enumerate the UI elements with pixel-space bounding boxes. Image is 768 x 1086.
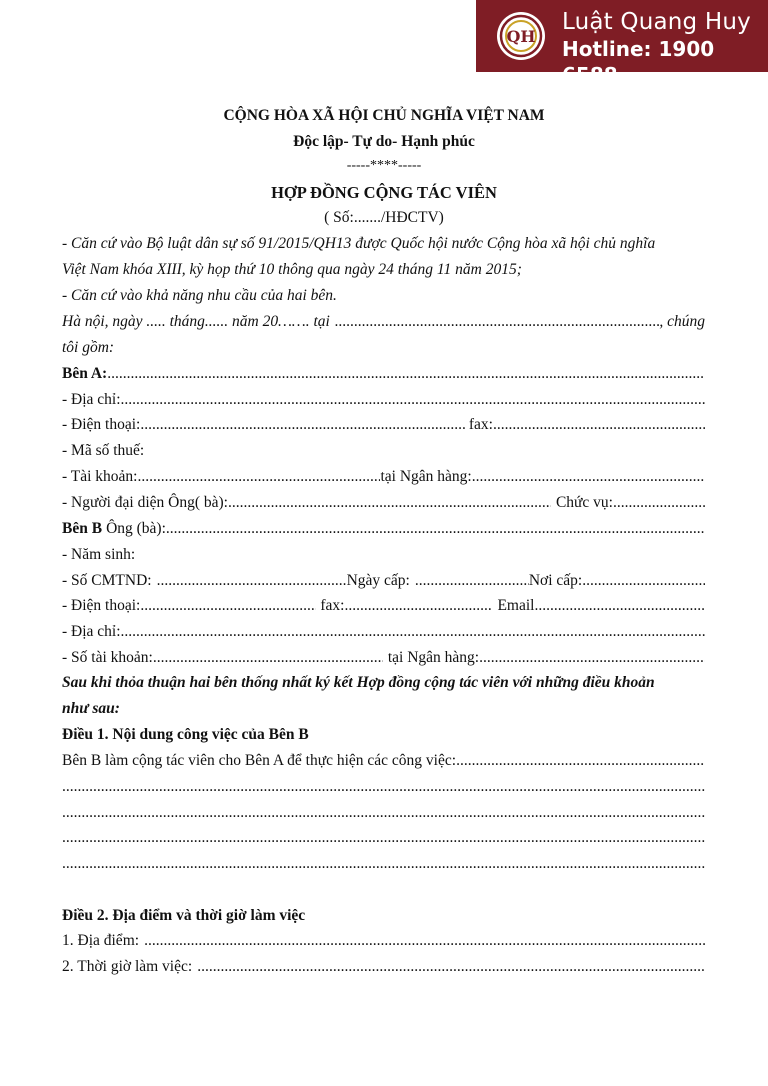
party-a-address-blank[interactable] (121, 387, 705, 413)
party-a-tax-code-label: - Mã số thuế: (62, 442, 145, 459)
party-b-heading: Bên B (62, 520, 103, 537)
national-title: CỘNG HÒA XÃ HỘI CHỦ NGHĨA VIỆT NAM (223, 107, 545, 124)
place-date-suffix: , chúng (659, 313, 705, 330)
party-a-address-label: - Địa chỉ: (62, 391, 121, 408)
party-b-account-row (62, 645, 705, 671)
party-a-name-row (62, 361, 705, 387)
party-b-account-blank[interactable] (153, 645, 383, 671)
legal-basis-1-line-1: - Căn cứ vào Bộ luật dân sự số 91/2015/QH13 được Quốc hội nước Cộng hòa xã hội chủ nghĩa (62, 235, 656, 252)
party-a-bank-label: tại Ngân hàng: (380, 468, 472, 485)
article-1-heading: Điều 1. Nội dung công việc của Bên B (62, 726, 309, 743)
article-2-hours-blank[interactable] (197, 954, 705, 980)
contract-number: ( Số:......./HĐCTV) (324, 209, 444, 226)
article-1-text: Bên B làm cộng tác viên cho Bên A để thực hiện các công việc: (62, 752, 457, 769)
party-b-id-row (62, 568, 705, 594)
article-2-hours-label: 2. Thời giờ làm việc: (62, 958, 193, 975)
party-b-name-row (62, 516, 705, 542)
party-b-phone-row (62, 593, 705, 619)
parties-intro: tôi gồm: (62, 339, 115, 356)
party-b-id-label: - Số CMTND: (62, 572, 152, 589)
legal-basis-1-line-2: Việt Nam khóa XIII, kỳ họp thứ 10 thông qua ngày 24 tháng 11 năm 2015; (62, 261, 522, 278)
party-b-issue-date-blank[interactable] (415, 568, 529, 594)
article-1-blank-line-3[interactable] (62, 825, 705, 851)
header-separator: -----****----- (346, 158, 422, 173)
article-1-blank-line-2[interactable] (62, 800, 705, 826)
party-b-issue-place-label: Nơi cấp: (528, 572, 583, 589)
article-1-text-row (62, 748, 705, 774)
party-b-fax-label: fax: (320, 597, 345, 614)
party-b-account-label: - Số tài khoản: (62, 649, 153, 666)
party-b-birth-year-label: - Năm sinh: (62, 546, 136, 563)
party-a-address-row (62, 387, 705, 413)
article-2-place-blank[interactable] (144, 928, 705, 954)
party-a-bank-blank[interactable] (472, 464, 705, 490)
article-1-blank[interactable] (456, 748, 705, 774)
party-a-name-blank[interactable] (107, 361, 705, 387)
place-date-line (62, 309, 705, 335)
party-b-id-blank[interactable] (157, 568, 347, 594)
agreement-line-2: như sau: (62, 700, 120, 717)
party-b-address-row (62, 619, 705, 645)
brand-name: Luật Quang Huy (562, 9, 751, 35)
party-a-position-label: Chức vụ: (555, 494, 613, 511)
party-b-name-label: Ông (bà): (106, 520, 166, 537)
party-b-email-blank[interactable] (534, 593, 705, 619)
party-b-issue-place-blank[interactable] (582, 568, 705, 594)
party-a-phone-row (62, 412, 705, 438)
party-b-bank-blank[interactable] (479, 645, 705, 671)
party-a-position-blank[interactable] (613, 490, 705, 516)
party-a-account-row (62, 464, 705, 490)
party-a-phone-label: - Điện thoại: (62, 416, 141, 433)
party-b-issue-date-label: Ngày cấp: (346, 572, 410, 589)
article-2-place-row (62, 928, 705, 954)
party-a-account-label: - Tài khoản: (62, 468, 138, 485)
agreement-line-1: Sau khi thỏa thuận hai bên thống nhất ký kết Hợp đồng cộng tác viên với những điều khoản (62, 674, 655, 691)
party-b-address-blank[interactable] (121, 619, 705, 645)
place-date-prefix: Hà nội, ngày ..... tháng...... năm 20……. tại (62, 313, 330, 330)
party-a-account-blank[interactable] (137, 464, 380, 490)
party-a-representative-blank[interactable] (228, 490, 551, 516)
party-b-fax-blank[interactable] (344, 593, 492, 619)
article-1-blank-line-4[interactable] (62, 851, 705, 877)
article-2-hours-row (62, 954, 705, 980)
article-2-heading: Điều 2. Địa điểm và thời giờ làm việc (62, 907, 306, 924)
party-b-bank-label: tại Ngân hàng: (387, 649, 480, 666)
party-a-representative-row (62, 490, 705, 516)
party-a-fax-blank[interactable] (493, 412, 705, 438)
party-a-phone-blank[interactable] (140, 412, 465, 438)
national-motto: Độc lập- Tự do- Hạnh phúc (293, 133, 475, 150)
place-blank[interactable] (335, 309, 660, 335)
article-2-place-label: 1. Địa điểm: (62, 932, 140, 949)
party-a-heading: Bên A: (62, 365, 108, 382)
party-b-address-label: - Địa chỉ: (62, 623, 121, 640)
svg-text:QH: QH (506, 27, 536, 46)
brand-hotline: Hotline: 1900 6588 (562, 37, 715, 87)
contract-title: HỢP ĐỒNG CỘNG TÁC VIÊN (271, 183, 497, 202)
party-b-phone-label: - Điện thoại: (62, 597, 141, 614)
party-a-fax-label: fax: (468, 416, 493, 433)
party-a-representative-label: - Người đại diện Ông( bà): (62, 494, 228, 511)
article-1-blank-line-1[interactable] (62, 774, 705, 800)
party-b-name-blank[interactable] (166, 516, 705, 542)
legal-basis-2: - Căn cứ vào khả năng nhu cầu của hai bên. (62, 287, 337, 304)
party-b-phone-blank[interactable] (140, 593, 316, 619)
party-b-email-label: Email (497, 597, 535, 614)
